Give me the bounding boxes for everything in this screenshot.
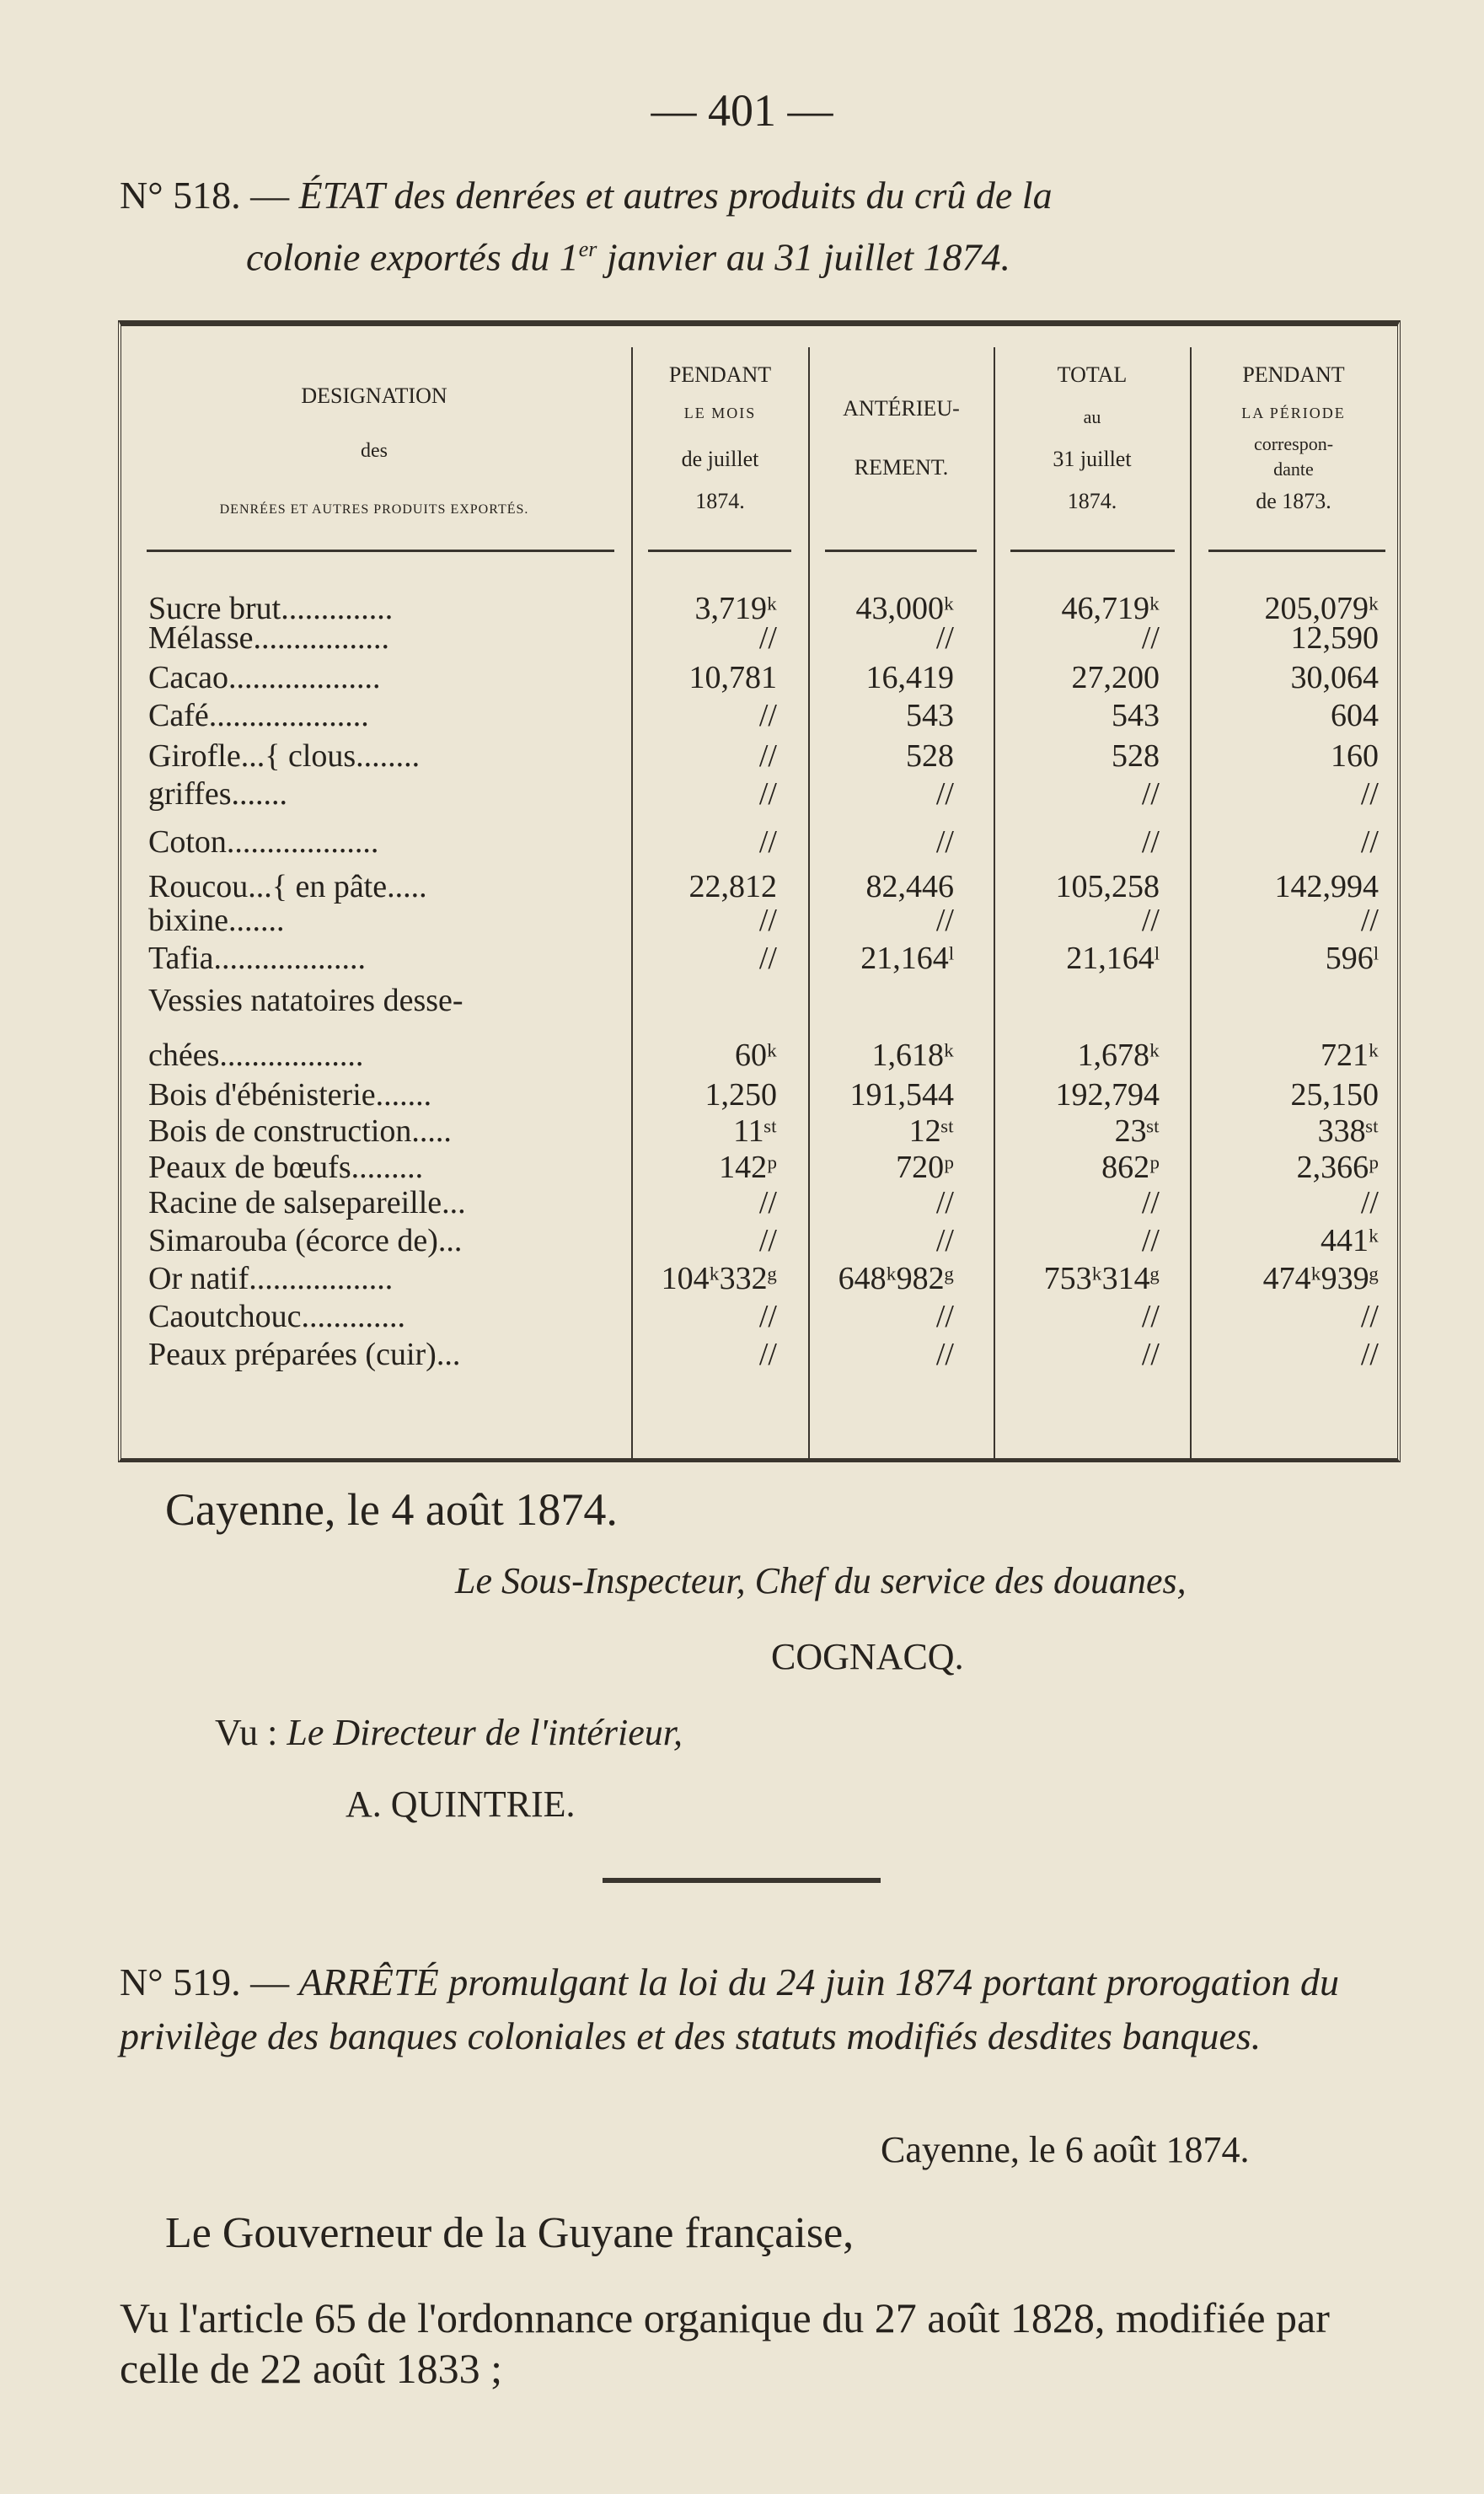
table-row bbox=[148, 1223, 1412, 1258]
cell-month: 22,812 bbox=[688, 869, 777, 904]
row-designation: Roucou...{ en pâte..... bbox=[148, 869, 427, 904]
row-designation: Peaux préparées (cuir)... bbox=[148, 1337, 461, 1372]
cell-previous: // bbox=[935, 1337, 954, 1372]
cell-month: 1,250 bbox=[704, 1077, 777, 1113]
inspector-title: Le Sous-Inspecteur, Chef du service des douanes, bbox=[455, 1560, 1187, 1601]
row-designation: Mélasse................. bbox=[148, 620, 390, 656]
cell-previous: 16,419 bbox=[865, 660, 954, 695]
page-number: — 401 — bbox=[651, 85, 833, 136]
arrete-date: Cayenne, le 6 août 1874. bbox=[881, 2129, 1250, 2170]
row-designation: Cacao................... bbox=[148, 660, 381, 695]
vu-text: Le Directeur de l'intérieur, bbox=[287, 1712, 683, 1753]
table-row bbox=[148, 776, 1412, 812]
table-row bbox=[148, 1038, 1412, 1073]
cell-previous: 648ᵏ982ᵍ bbox=[838, 1261, 954, 1296]
hdr-col4-1: PENDANT bbox=[1242, 362, 1345, 387]
cell-previous: 543 bbox=[906, 698, 954, 733]
hdr-col4-5: de 1873. bbox=[1256, 489, 1331, 513]
cell-month: // bbox=[758, 620, 777, 656]
cell-1873: 142,994 bbox=[1274, 869, 1379, 904]
row-designation: Sucre brut.............. bbox=[148, 591, 394, 626]
hdr-col3-3: 31 juillet bbox=[1053, 447, 1132, 471]
hdr-designation-2: des bbox=[361, 440, 388, 462]
row-designation: chées.................. bbox=[148, 1038, 364, 1073]
row-designation: Coton................... bbox=[148, 824, 379, 860]
cell-previous: // bbox=[935, 620, 954, 656]
cell-1873: // bbox=[1360, 824, 1379, 860]
cell-month: // bbox=[758, 1299, 777, 1334]
cell-month: 10,781 bbox=[688, 660, 777, 695]
cell-month: // bbox=[758, 698, 777, 733]
title-text-line1: ÉTAT des denrées et autres produits du crû de la bbox=[298, 174, 1053, 217]
table-row bbox=[148, 1150, 1412, 1185]
row-designation: Peaux de bœufs......... bbox=[148, 1150, 424, 1185]
row-designation: Caoutchouc............. bbox=[148, 1299, 406, 1334]
cell-month: // bbox=[758, 1223, 777, 1258]
cell-previous: 720ᵖ bbox=[896, 1150, 954, 1185]
cell-1873: 474ᵏ939ᵍ bbox=[1262, 1261, 1379, 1296]
cell-total: 1,678ᵏ bbox=[1077, 1038, 1160, 1073]
hdr-col4-3: correspon- bbox=[1253, 433, 1334, 454]
cell-month: // bbox=[758, 824, 777, 860]
hdr-col3-4: 1874. bbox=[1067, 489, 1117, 513]
title-text-line2a: colonie exportés du 1 bbox=[246, 235, 579, 279]
cell-total: 21,164ˡ bbox=[1066, 941, 1160, 976]
cell-1873: // bbox=[1360, 1299, 1379, 1334]
cell-total: 23ˢᵗ bbox=[1114, 1113, 1160, 1149]
title-superscript: er bbox=[578, 237, 597, 261]
row-designation: bixine....... bbox=[148, 903, 285, 938]
hdr-col1-1: PENDANT bbox=[668, 362, 772, 387]
table-row bbox=[148, 698, 1412, 733]
row-designation: Café.................... bbox=[148, 698, 369, 733]
row-designation: Simarouba (écorce de)... bbox=[148, 1223, 463, 1258]
vu-line bbox=[215, 1711, 683, 1754]
cell-previous: 12ˢᵗ bbox=[908, 1113, 954, 1149]
cell-total: // bbox=[1141, 1337, 1160, 1372]
row-designation: Or natif.................. bbox=[148, 1261, 394, 1296]
cell-total: // bbox=[1141, 1223, 1160, 1258]
header-rule bbox=[147, 550, 614, 552]
cell-previous: 43,000ᵏ bbox=[855, 591, 954, 626]
table-row bbox=[148, 591, 1412, 626]
cell-total: 27,200 bbox=[1071, 660, 1160, 695]
table-row bbox=[148, 824, 1412, 860]
hdr-col1-4: 1874. bbox=[695, 489, 745, 513]
cell-total: // bbox=[1141, 824, 1160, 860]
governor-line: Le Gouverneur de la Guyane française, bbox=[165, 2209, 855, 2257]
title-line2 bbox=[120, 223, 1417, 284]
hdr-col3-2: au bbox=[1083, 406, 1101, 427]
table-row bbox=[148, 869, 1412, 904]
header-rule bbox=[648, 550, 791, 552]
cell-1873: 596ˡ bbox=[1325, 941, 1379, 976]
cell-previous: 82,446 bbox=[865, 869, 954, 904]
cell-previous: 191,544 bbox=[849, 1077, 954, 1113]
table-row bbox=[148, 738, 1412, 774]
cell-previous: 1,618ᵏ bbox=[871, 1038, 954, 1073]
cell-1873: // bbox=[1360, 903, 1379, 938]
cell-month: 11ˢᵗ bbox=[733, 1113, 777, 1149]
section-separator bbox=[603, 1878, 881, 1883]
arrete-519-title bbox=[120, 1955, 1401, 2063]
cell-month: // bbox=[758, 903, 777, 938]
cell-total: // bbox=[1141, 1185, 1160, 1220]
arrete-title-text: ARRÊTÉ promulgant la loi du 24 juin 1874 portant prorogation du privilège des banques coloniales et des statuts modifiés desdites banques. bbox=[120, 1960, 1339, 2057]
title-text-line2b: janvier au 31 juillet 1874. bbox=[597, 235, 1011, 279]
cell-1873: 604 bbox=[1331, 698, 1379, 733]
cell-1873: 205,079ᵏ bbox=[1264, 591, 1379, 626]
table-row bbox=[148, 1337, 1412, 1372]
document-title bbox=[120, 169, 1417, 284]
cell-1873: 25,150 bbox=[1290, 1077, 1379, 1113]
cell-1873: 30,064 bbox=[1290, 660, 1379, 695]
row-designation: Bois d'ébénisterie....... bbox=[148, 1077, 432, 1113]
cell-total: 105,258 bbox=[1055, 869, 1160, 904]
hdr-col4-2: LA PÉRIODE bbox=[1241, 405, 1346, 421]
cell-total: // bbox=[1141, 903, 1160, 938]
table-row bbox=[148, 660, 1412, 695]
cell-1873: 160 bbox=[1331, 738, 1379, 774]
row-designation: Girofle...{ clous........ bbox=[148, 738, 421, 774]
cell-previous: // bbox=[935, 1223, 954, 1258]
cell-previous: 528 bbox=[906, 738, 954, 774]
cell-month: // bbox=[758, 1185, 777, 1220]
arrete-number: N° 519. — bbox=[120, 1960, 290, 2003]
cell-previous: // bbox=[935, 824, 954, 860]
hdr-designation-3: DENRÉES ET AUTRES PRODUITS EXPORTÉS. bbox=[219, 502, 529, 517]
title-number: N° 518. — bbox=[120, 174, 290, 217]
hdr-col3-1: TOTAL bbox=[1057, 362, 1128, 387]
cell-month: // bbox=[758, 941, 777, 976]
cell-1873: 2,366ᵖ bbox=[1296, 1150, 1379, 1185]
cell-1873: // bbox=[1360, 1337, 1379, 1372]
cell-1873: // bbox=[1360, 1185, 1379, 1220]
cell-previous: 21,164ˡ bbox=[860, 941, 954, 976]
table-row bbox=[148, 941, 1412, 976]
hdr-col2-2: REMENT. bbox=[854, 455, 949, 480]
cell-1873: 721ᵏ bbox=[1321, 1038, 1379, 1073]
cell-1873: 338ˢᵗ bbox=[1317, 1113, 1379, 1149]
cell-total: // bbox=[1141, 620, 1160, 656]
cell-previous: // bbox=[935, 1185, 954, 1220]
cell-month: 142ᵖ bbox=[719, 1150, 777, 1185]
cell-month: 3,719ᵏ bbox=[694, 591, 777, 626]
cell-total: 753ᵏ314ᵍ bbox=[1043, 1261, 1160, 1296]
table-row bbox=[148, 1261, 1412, 1296]
table-row bbox=[148, 1113, 1412, 1149]
header-rule bbox=[1208, 550, 1385, 552]
inspector-name: COGNACQ. bbox=[771, 1636, 964, 1677]
hdr-col1-2: LE MOIS bbox=[683, 405, 757, 421]
cell-total: 528 bbox=[1112, 738, 1160, 774]
cell-month: 104ᵏ332ᵍ bbox=[661, 1261, 777, 1296]
cell-previous: // bbox=[935, 1299, 954, 1334]
director-name: A. QUINTRIE. bbox=[346, 1783, 576, 1825]
cell-1873: // bbox=[1360, 776, 1379, 812]
cell-previous: // bbox=[935, 776, 954, 812]
cell-total: 543 bbox=[1112, 698, 1160, 733]
cell-total: // bbox=[1141, 776, 1160, 812]
cell-month: 60ᵏ bbox=[735, 1038, 777, 1073]
cell-total: // bbox=[1141, 1299, 1160, 1334]
row-designation: Bois de construction..... bbox=[148, 1113, 452, 1149]
header-rule bbox=[825, 550, 977, 552]
row-designation: Vessies natatoires desse- bbox=[148, 983, 463, 1018]
cell-total: 46,719ᵏ bbox=[1061, 591, 1160, 626]
vu-article: Vu l'article 65 de l'ordonnance organique du 27 août 1828, modifiée par celle de 22 août 1833 ; bbox=[120, 2294, 1330, 2392]
table-row bbox=[148, 1185, 1412, 1220]
vu-label: Vu : bbox=[215, 1712, 278, 1753]
cell-month: // bbox=[758, 776, 777, 812]
row-designation: Racine de salsepareille... bbox=[148, 1185, 466, 1220]
cell-month: // bbox=[758, 738, 777, 774]
city-date: Cayenne, le 4 août 1874. bbox=[165, 1484, 618, 1535]
table-row bbox=[148, 1299, 1412, 1334]
row-designation: griffes....... bbox=[148, 776, 287, 812]
hdr-col4-4: dante bbox=[1273, 459, 1314, 480]
hdr-col2-1: ANTÉRIEU- bbox=[843, 396, 960, 421]
cell-previous: // bbox=[935, 903, 954, 938]
row-designation: Tafia................... bbox=[148, 941, 367, 976]
hdr-col1-3: de juillet bbox=[681, 447, 759, 471]
cell-total: 862ᵖ bbox=[1101, 1150, 1160, 1185]
table-row bbox=[148, 620, 1412, 656]
hdr-designation-1: DESIGNATION bbox=[301, 383, 447, 408]
cell-month: // bbox=[758, 1337, 777, 1372]
header-rule bbox=[1010, 550, 1175, 552]
cell-1873: 441ᵏ bbox=[1321, 1223, 1379, 1258]
table-row bbox=[148, 983, 1412, 1018]
table-row bbox=[148, 1077, 1412, 1113]
cell-total: 192,794 bbox=[1055, 1077, 1160, 1113]
table-row bbox=[148, 903, 1412, 938]
cell-1873: 12,590 bbox=[1290, 620, 1379, 656]
